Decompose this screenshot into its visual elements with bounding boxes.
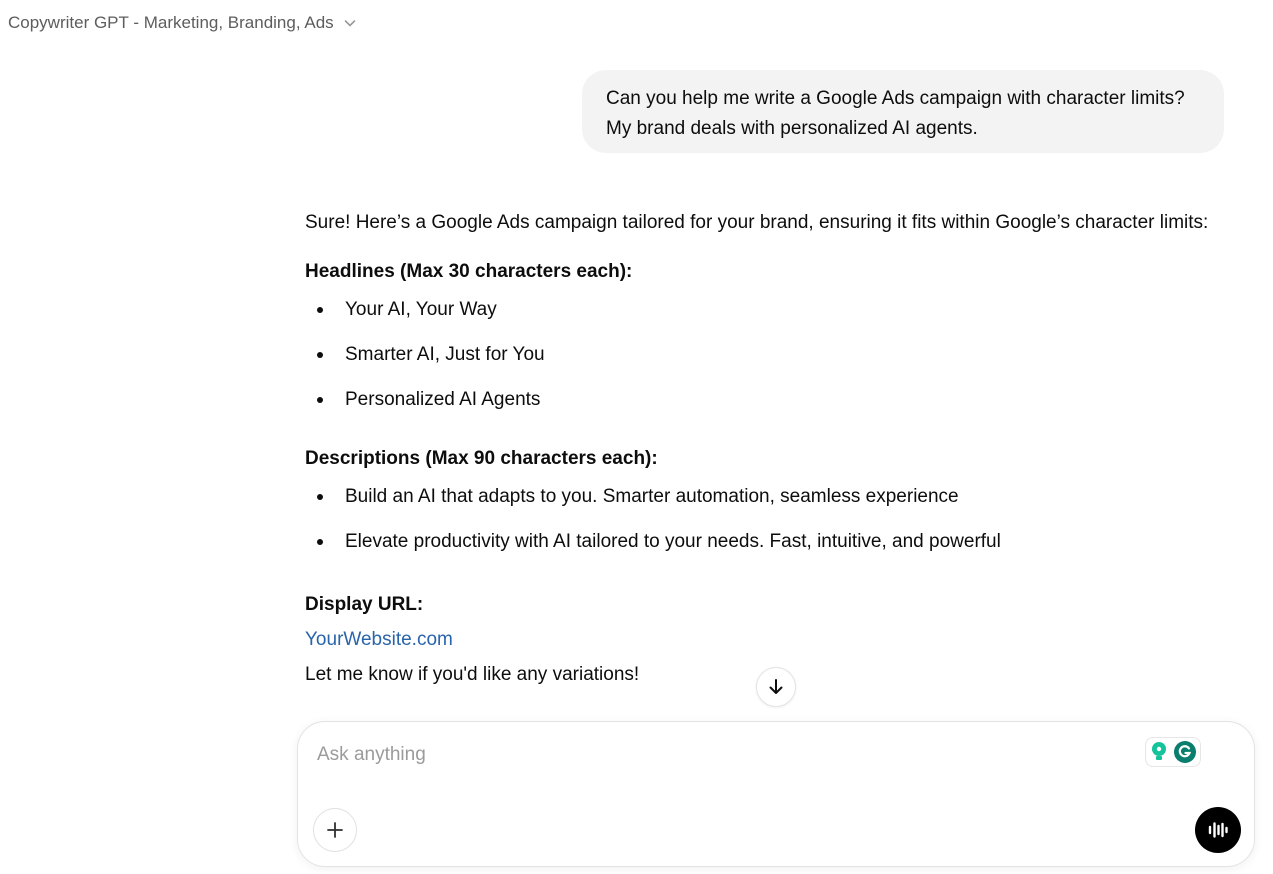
scroll-to-bottom-button[interactable]: [756, 667, 796, 707]
add-attachment-button[interactable]: [313, 808, 357, 852]
list-item: Personalized AI Agents: [305, 377, 1210, 422]
gpt-title: Copywriter GPT - Marketing, Branding, Ads: [8, 13, 334, 32]
headlines-list: [305, 287, 1210, 422]
prompt-input[interactable]: [317, 740, 1117, 770]
user-message-bubble: [582, 70, 1224, 153]
display-url-heading: Display URL:: [305, 594, 424, 615]
list-item: Build an AI that adapts to you. Smarter automation, seamless experience: [305, 474, 1210, 519]
voice-mode-button[interactable]: [1195, 807, 1241, 853]
partial-text-line: Let me know if you'd like any variations!: [305, 664, 640, 685]
descriptions-list: [305, 474, 1210, 564]
plus-icon: [325, 820, 345, 840]
composer: [297, 721, 1255, 867]
gpt-title-dropdown[interactable]: [8, 11, 358, 35]
descriptions-heading: Descriptions (Max 90 characters each):: [305, 448, 658, 469]
arrow-down-icon: [766, 677, 786, 697]
voice-waveform-icon: [1206, 818, 1230, 842]
lightbulb-icon: [1149, 741, 1169, 763]
assistant-message: [305, 205, 1210, 689]
grammarly-logo-icon: [1173, 740, 1197, 764]
user-message-text: Can you help me write a Google Ads campaign with character limits? My brand deals with personalized AI agents.: [606, 88, 1185, 139]
grammarly-widget[interactable]: [1145, 737, 1201, 767]
headlines-heading: Headlines (Max 30 characters each):: [305, 261, 633, 282]
assistant-intro: Sure! Here’s a Google Ads campaign tailored for your brand, ensuring it fits within Google’s character limits:: [305, 212, 1209, 233]
list-item: Your AI, Your Way: [305, 287, 1210, 332]
chevron-down-icon: [342, 15, 358, 31]
list-item: Elevate productivity with AI tailored to your needs. Fast, intuitive, and powerful: [305, 519, 1210, 564]
list-item: Smarter AI, Just for You: [305, 332, 1210, 377]
display-url-link[interactable]: YourWebsite.com: [305, 629, 453, 650]
